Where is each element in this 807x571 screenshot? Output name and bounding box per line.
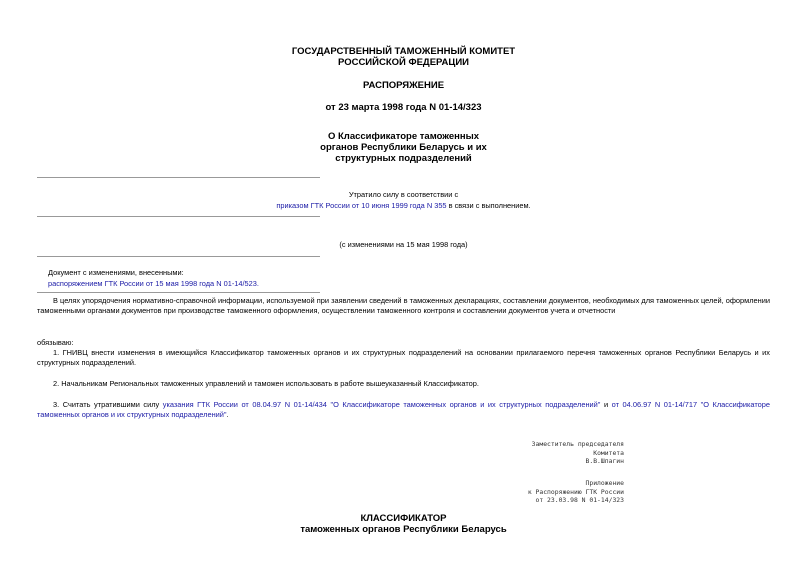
document-title-line3: структурных подразделений — [335, 153, 472, 164]
classifier-subtitle: таможенных органов Республики Беларусь — [300, 524, 507, 535]
appendix-block — [528, 479, 624, 505]
item-3-mid: и — [600, 400, 612, 409]
item-2: 2. Начальникам Региональных таможенных управлений и таможен использовать в работе вышеуказанный Классификатор. — [53, 379, 479, 388]
amendments-note: (с изменениями на 15 мая 1998 года) — [339, 240, 468, 249]
signature-line3: В.В.Шпагин — [585, 457, 624, 466]
lost-force-notice: Утратило силу в соответствии с — [348, 190, 459, 199]
appendix-line2: к Распоряжению ГТК России — [527, 487, 624, 496]
item-1: 1. ГНИВЦ внести изменения в имеющийся Классификатор таможенных органов и их структурных подразделений на основании прилагаемого перечня таможенных органов Республики Беларусь и их структурных подразделений. — [37, 348, 770, 368]
appendix-line1: Приложение — [585, 479, 624, 487]
document-type: РАСПОРЯЖЕНИЕ — [362, 80, 445, 91]
lost-force-suffix: в связи с выполнением. — [446, 201, 531, 210]
item-3 — [37, 400, 770, 421]
divider — [37, 256, 320, 257]
classifier-title: КЛАССИФИКАТОР — [360, 513, 447, 524]
divider — [37, 292, 320, 293]
signature-line2: Комитета — [593, 448, 624, 457]
document-title-line1: О Классификаторе таможенных — [327, 131, 480, 142]
appendix-line3: от 23.03.98 N 01-14/323 — [535, 496, 624, 505]
item-3-link-1[interactable]: указания ГТК России от 08.04.97 N 01-14/434 "О Классификаторе таможенных органов и их структурных подразделений" — [162, 400, 601, 409]
document-title-line2: органов Республики Беларусь и их — [320, 142, 487, 153]
changes-link[interactable]: распоряжением ГТК России от 15 мая 1998 года N 01-14/523. — [48, 279, 259, 288]
changes-label: Документ с изменениями, внесенными: — [48, 268, 184, 277]
lost-force-link[interactable]: приказом ГТК России от 10 июня 1999 года N 355 — [276, 201, 447, 210]
item-3-link-2[interactable]: от 04.06.97 N 01-14/717 "О Классификаторе таможенных органов и их структурных подразделений" — [37, 400, 770, 420]
item-3-suffix: . — [226, 410, 229, 420]
lost-force-reference — [0, 201, 807, 211]
obliges-label: обязываю: — [37, 338, 74, 347]
item-3-prefix: 3. Считать утратившими силу — [53, 400, 163, 409]
signature-line1: Заместитель председателя — [531, 440, 624, 448]
divider — [37, 216, 320, 217]
divider — [37, 177, 320, 178]
organization-name-line2: РОССИЙСКОЙ ФЕДЕРАЦИИ — [337, 57, 469, 68]
organization-name-line1: ГОСУДАРСТВЕННЫЙ ТАМОЖЕННЫЙ КОМИТЕТ — [291, 46, 516, 57]
intro-paragraph: В целях упорядочения нормативно-справочной информации, используемой при заявлении сведений в таможенных декларациях, составлении документов, необходимых для таможенных целей, оформлении таможенными органами документов при производстве таможенного оформления, осуществлении таможенного контроля и составлении документов учета и отчетности — [37, 296, 770, 316]
document-date-number: от 23 марта 1998 года N 01-14/323 — [325, 102, 482, 113]
signature-block — [532, 440, 624, 466]
